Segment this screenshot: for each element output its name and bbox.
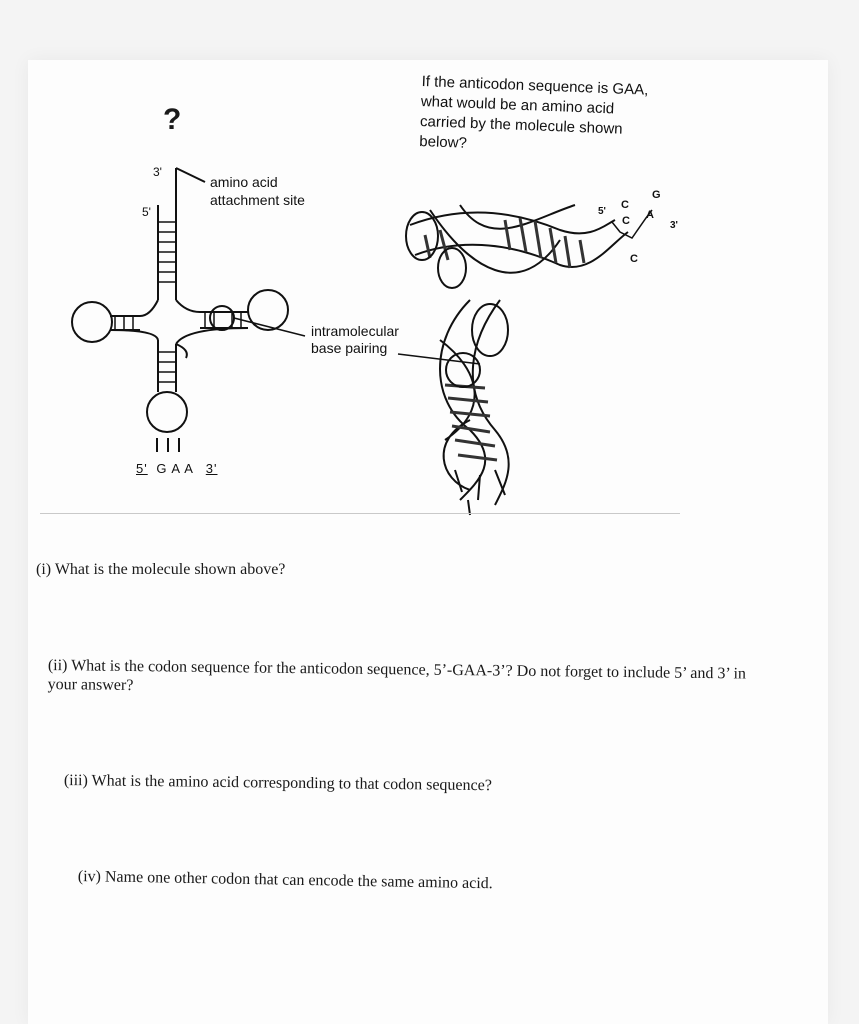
tertiary-3-prime-label: 3' (670, 220, 678, 231)
question-3: (iii) What is the amino acid corresponding to that codon sequence? (63, 772, 492, 795)
cca-letter-5: C (622, 215, 630, 227)
amino-acid-site-label: amino acid attachment site (210, 174, 305, 208)
section-divider (40, 513, 680, 514)
cca-letter-1: C (621, 199, 629, 211)
tertiary-trna-diagram (398, 205, 652, 515)
question-1: (i) What is the molecule shown above? (36, 561, 286, 578)
intramolecular-label: intramolecular base pairing (311, 323, 399, 356)
d-loop (72, 302, 112, 342)
tertiary-5-prime-label: 5' (598, 206, 606, 217)
anticodon-5-prime: 5' (136, 461, 148, 476)
question-2: (ii) What is the codon sequence for the anticodon sequence, 5’-GAA-3’? Do not forget to include 5’ and 3’ in your answer? (47, 656, 747, 695)
question-mark: ? (163, 103, 182, 136)
cca-letter-2: G (652, 189, 661, 201)
cca-letter-3: A (646, 209, 654, 221)
t-arm (176, 300, 248, 344)
intramolecular-circle-3d (446, 353, 480, 387)
cca-tail-letters (621, 189, 661, 265)
anticodon-loop (147, 392, 187, 432)
anticodon-bases: G A A (156, 461, 194, 476)
diagram-prompt: If the anticodon sequence is GAA, what would be an amino acid carried by the molecule shown below? (419, 72, 649, 152)
cloverleaf-3-prime-label: 3' (153, 165, 162, 179)
anticodon-3-prime: 3' (205, 461, 218, 476)
anticodon-ticks (157, 438, 179, 452)
d-arm (110, 300, 158, 340)
cloverleaf-trna-diagram (72, 168, 305, 452)
cca-letter-4: C (630, 253, 638, 265)
acceptor-rungs (158, 222, 176, 282)
cloverleaf-5-prime-label: 5' (142, 205, 151, 219)
t-loop (248, 290, 288, 330)
anticodon-sequence (136, 461, 218, 476)
question-4: (iv) Name one other codon that can encode the same amino acid. (77, 868, 493, 893)
